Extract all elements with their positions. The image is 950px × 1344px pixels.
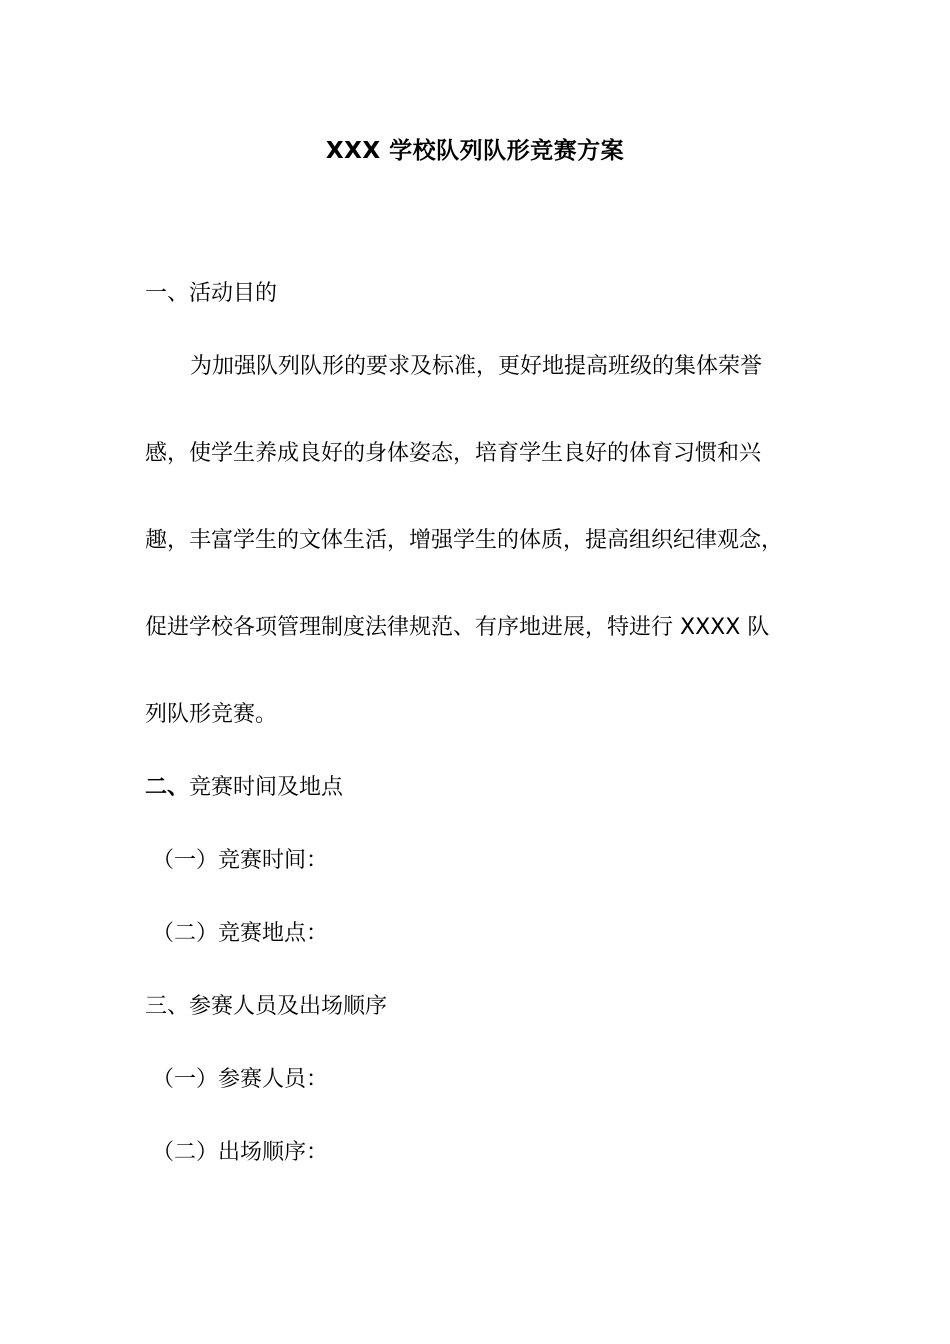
paragraph-line: 趣，丰富学生的文体生活，增强学生的体质，提高组织纪律观念， bbox=[145, 528, 784, 553]
section-heading-time-place bbox=[145, 770, 835, 806]
paragraph-line: 促进学校各项管理制度法律规范、有序地进展，特进行 XXXX 队 bbox=[145, 615, 770, 640]
paragraph-line: 列队形竞赛。 bbox=[145, 702, 278, 727]
sub-item-place: （二）竞赛地点： bbox=[152, 921, 329, 946]
sub-item-order: （二）出场顺序： bbox=[152, 1140, 329, 1165]
sub-item-participants: （一）参赛人员： bbox=[152, 1067, 329, 1092]
paragraph-line: 感，使学生养成良好的身体姿态，培育学生良好的体育习惯和兴 bbox=[145, 441, 762, 466]
section-heading-purpose: 一、活动目的 bbox=[145, 281, 278, 306]
paragraph-line: 为加强队列队形的要求及标准，更好地提高班级的集体荣誉 bbox=[190, 354, 763, 379]
section-heading-text: 竞赛时间及地点 bbox=[189, 775, 344, 800]
sub-item-time: （一）竞赛时间： bbox=[152, 848, 329, 873]
section-heading-participants: 三、参赛人员及出场顺序 bbox=[145, 994, 388, 1019]
document-title: XXX 学校队列队形竞赛方案 bbox=[325, 138, 625, 164]
section-number: 二、 bbox=[145, 775, 190, 800]
